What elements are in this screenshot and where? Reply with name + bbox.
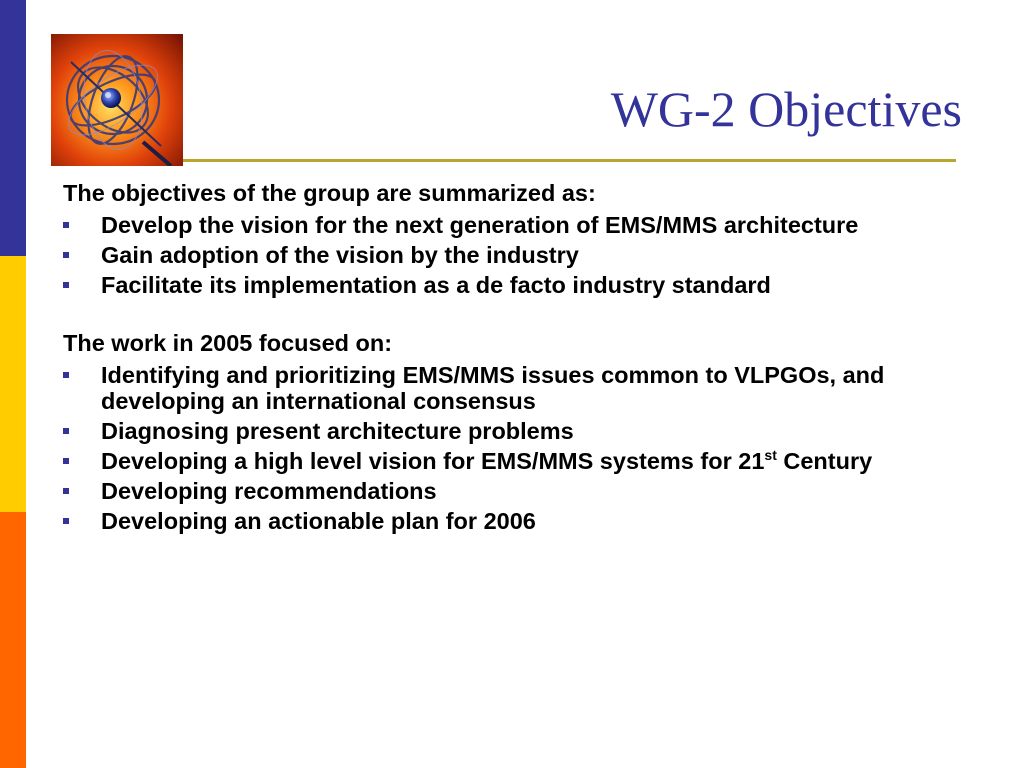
square-bullet-icon <box>63 252 69 258</box>
work-2005-intro: The work in 2005 focused on: <box>63 330 393 356</box>
square-bullet-icon <box>63 222 69 228</box>
title-underline <box>183 159 956 162</box>
bullet-text: Facilitate its implementation as a de facto industry standard <box>101 272 771 298</box>
work-2005-list <box>63 362 963 534</box>
bullet-text: Gain adoption of the vision by the industry <box>101 242 579 268</box>
square-bullet-icon <box>63 488 69 494</box>
bullet-text: Develop the vision for the next generation of EMS/MMS architecture <box>101 212 859 238</box>
bullet-text: Developing an actionable plan for 2006 <box>101 508 536 534</box>
list-item <box>63 448 963 474</box>
bullet-text: Developing a high level vision for EMS/MMS systems for 21 <box>101 448 765 474</box>
square-bullet-icon <box>63 282 69 288</box>
armillary-sphere-icon <box>51 34 183 166</box>
list-item <box>63 212 963 238</box>
bullet-text: Diagnosing present architecture problems <box>101 418 574 444</box>
list-item <box>63 508 963 534</box>
objectives-intro: The objectives of the group are summarized as: <box>63 180 596 206</box>
bullet-text: Developing recommendations <box>101 478 437 504</box>
bullet-text: Identifying and prioritizing EMS/MMS issues common to VLPGOs, and developing an international consensus <box>101 362 885 414</box>
slide-body <box>63 178 963 534</box>
list-item <box>63 242 963 268</box>
square-bullet-icon <box>63 518 69 524</box>
square-bullet-icon <box>63 428 69 434</box>
list-item <box>63 478 963 504</box>
square-bullet-icon <box>63 458 69 464</box>
sidebar-orange-segment <box>0 512 26 768</box>
objectives-list <box>63 212 963 298</box>
slide-title: WG-2 Objectives <box>610 81 962 137</box>
superscript-ordinal: st <box>764 447 777 464</box>
list-item <box>63 418 963 444</box>
square-bullet-icon <box>63 372 69 378</box>
sidebar-blue-segment <box>0 0 26 256</box>
sidebar-yellow-segment <box>0 256 26 512</box>
list-item <box>63 272 963 298</box>
list-item <box>63 362 963 414</box>
bullet-text-tail: Century <box>776 448 873 474</box>
